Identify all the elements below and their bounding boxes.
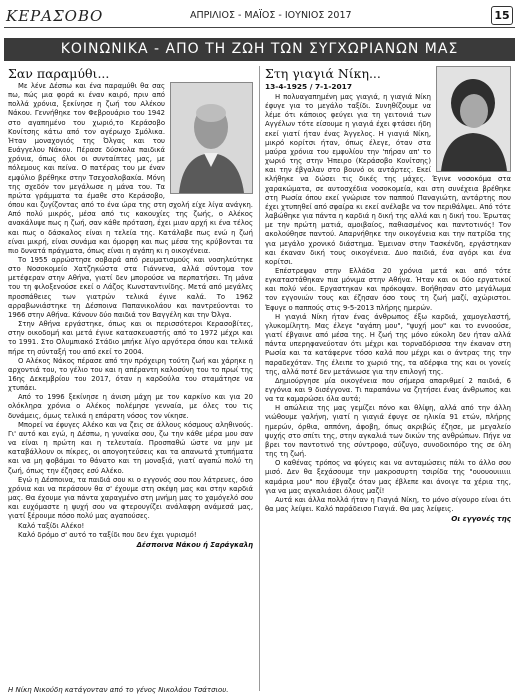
section-banner: ΚΟΙΝΩΝΙΚΑ - ΑΠΟ ΤΗ ΖΩΗ ΤΩΝ ΣΥΓΧΩΡΙΑΝΩΝ ΜΑΣ — [4, 38, 515, 61]
left-paragraph: Μπορεί να έφυγες Αλέκο και να ζεις σε άλλους κόσμους αληθινούς. Γι' αυτό και εγώ, η Δέσπω, η γυναίκα σου, ζω την κάθε μέρα μου σαν να είναι η πρώτη και η τελευταία. Προσπαθώ ώστε να μην με καταβάλλουν οι πίκρες, οι απογοητεύσεις και τα απανωτά χτυπήματα και να μη φοβάμαι το θάνατο και τη μοναξιά, γιατί αγαπώ πολύ τη ζωή, όπως την έζησες εσύ Αλέκο. — [8, 420, 253, 475]
column-divider — [259, 66, 260, 691]
page-header — [4, 4, 515, 26]
left-paragraph: Καλό ταξίδι Αλέκο! — [18, 521, 85, 530]
right-paragraph: Δημιούργησε μία οικογένεια που σήμερα απαριθμεί 2 παιδιά, 6 εγγόνια και 9 δισέγγονα. Τι παραπάνω να ζητήσει ένας άνθρωπος και να τα καμαρώσει όλα αυτά; — [265, 376, 511, 404]
right-paragraph: Αυτά και άλλα πολλά ήταν η Γιαγιά Νίκη, το μόνο σίγουρο είναι ότι θα μας λείψει. Καλό παράδεισο Γιαγιά. Θα μας λείψεις. — [265, 495, 511, 514]
right-paragraph: Επέστρεψαν στην Ελλάδα 20 χρόνια μετά και από τότε εγκαταστάθηκαν πια μόνιμα στην Αθήνα. Ήταν και οι δύο εργατικοί και πολύ νέοι. Εργαστηκαν και πρόκοψαν. Βοήθησαν στο μεγάλωμα τον εγγονιών τους και έζησαν όσο τους τη ζωή μαζί, αχώριστοι. Έφυγε ο παππούς στις 9-5-2013 πλήρης ημερών. — [265, 266, 511, 312]
page-number: 15 — [491, 6, 513, 25]
photo-caption: Η Νίκη Νικούδη κατάγονταν από το γένος Νικολάου Τσάτσιου. — [8, 686, 229, 694]
left-paragraph: Στην Αθήνα εργάστηκε, όπως και οι περισσότεροι Κερασοβίτες, στην οικοδομή και μετά έγινε κατασκευαστής από το 1972 μέχρι και το 1991. Στο Ολυμπιακό Στάδιο μπήκε λίγο αργότερα όπου και τελικά πήρε τη σύνταξή του από εκεί το 2004. — [8, 320, 253, 356]
left-paragraph: Με λένε Δέσπω και ένα παραμύθι θα σας πω, πώς μια φορά κι έναν καιρό, πριν από πολλά χρόνια, ξεκίνησε η ζωή του Αλέκου Νάκου. Γεννήθηκε τον Φεβρουάριο του 1942 στο αγαπημένο του χωριό,το Κεράσοβο Κονίτσης κάτω από τον αγέρωχο Σμόλικα. Ήταν μοναχογιός της Όλγας και του Ευάγγελου Νάκου. Πέρασε δύσκολα παιδικά χρόνια, όπως όλοι οι συνταίπτες μας, με πόλεμους και πείνα. Ο πατέρας του με έναν εμφύλιο βρέθηκε στην Τσεχοσλοβακία. Μόνη της σχεδόν τον μεγάλωσε η μάνα του. Τα πρώτα γράμματα τα έμαθε στο Κεράσοβο, όπου και ζυγίζοντας από το ένα ώρα της στη σχολή είχε λίγα ανάγκη. Από πολύ μικρός, μέσα από τις κακουχίες της ζωής, ο Αλέκος ανακάλυψε πως η ζωή, σαν κάθε πρόταση, έχει μιαν αρχή κι ένα τέλος και πως ο δάσκαλος είναι η τελεία της. Κατάλαβε πως ενώ η ζωή είναι μικρή, είναι συνάμα και όμορφη και πως μέσα της κρύβονται τα πιο δυνατά πράγματα, όπως είναι η αγάπη κι η οικογένεια. — [8, 82, 253, 255]
right-article-title: Στη γιαγιά Νίκη... — [265, 66, 381, 81]
lifespan-dates: 13-4-1925 / 7-1-2017 — [265, 82, 352, 91]
right-paragraph: Η απώλεια της μας γεμίζει πόνο και θλίψη, αλλά από την άλλη νιώθουμε γαλήνη, γιατί η γιαγιά έφυγε σε ηλικία 91 ετών, πλήρης ημερών, όρθια, αππόνη, άφοβη, όπως ακριβώς έζησε, με μεγαλείο ψυχής στο σπίτι της, στην αγκαλιά των δικών της ανθρώπων. Πήγε να βρει τον παντοτινό της σύντροφο, σύζυγο, συνοδοιπόρο της σε όλη της τη ζωή. — [265, 404, 511, 459]
right-article — [265, 66, 511, 694]
left-paragraph: Από το 1996 ξεκίνησε η άνιση μάχη με τον καρκίνο και για 20 ολόκληρα χρόνια ο Αλέκος πολέμησε γενναία, με όλες του τις δυνάμεις, όμως τελικά η επάρατη νόσος τον νίκησε. — [8, 393, 253, 420]
right-paragraph: Η πολυαγαπημένη μας γιαγιά, η γιαγιά Νίκη έφυγε για το μεγάλο ταξίδι. Συνηθίζουμε να λέμε ότι κάποιος φεύγει για τη γειτονιά των Αγγέλων τότε είσουμε η γιαγιά έχει φτάσει ήδη εκεί γιατί ήταν ένας Άγγελος. Η γιαγιά Νίκη, μικρό κορίτσι ήταν, όπως έλεγε, όταν στα μαύρα χρόνια του εμφυλίου την 'πήραν απ' το χωριό της στην Ήπειρο (Κεράσοβο Κονίτσης) και την έβγαλαν στο βουνό οι αντάρτες. Εκεί κλήθηκε να δώσει τις δικές της μάχες. Έγινε νοσοκόμα στα χαρακώματα, σε αυτοσχέδια νοσοκομεία, και στη συνέχεια βρέθηκε στη Ρωσία όπου εκεί γνώρισε τον παππού Παναγιώτη, αντάρτης που έχει χτυπηθεί από σφαίρα κι εκεί ανέλαβε να τον περιθάλψει. Από τότε λαβώθηκε για πάντα η καρδιά η δική της αλλά και η δική του. Έρωτας με την πρώτη ματιά, αμοιβαίος, παθιασμένος και παντοτινός! Τον ακολούθησε παντού. Απαρνήθηκε την οικογένεια και την πατρίδα της για μεγάλο χρονικό διάστημα. Έμειναν στην Τασκένδη, εργάστηκαν και έκαναν δική τους οικογένεια. Δυο παιδιά, ένα αγόρι και ένα κορίτσι. — [265, 93, 511, 266]
magazine-title: ΚΕΡΑΣΟΒΟ — [6, 7, 104, 25]
right-signature: Οι εγγονές της — [451, 514, 511, 524]
portrait-photo-woman — [436, 66, 511, 172]
issue-date: ΑΠΡΙΛΙΟΣ - ΜΑΪΟΣ - ΙΟΥΝΙΟΣ 2017 — [190, 10, 352, 21]
man-portrait-image — [171, 83, 252, 193]
left-paragraph: Εγώ η Δέσποινα, τα παιδιά σου κι ο εγγονός σου που λάτρευες, όσο χρόνια και να περάσουν θα σ' έχουμε στη σκέψη μας και στην καρδιά μας. Θα έχουμε για πάντα χαραγμένο στη μνήμη μας το χαμόγελό σου και ευχόμαστε η ψυχή σου να φτερουγίζει ανάλαφρη ανάμεσά μας, γιατί ξέρουμε πόσο πολύ μας αγαπούσες. — [8, 475, 253, 521]
right-paragraph: Η γιαγιά Νίκη ήταν ένας άνθρωπος έξω καρδιά, χαμογελαστή, γλυκομίλητη. Μας έλεγε "αγάπη μου", "ψυχή μου" και το εννοούσε, γιατί έβγαινε από μέσα της. Η ζωή της μόνο εύκολη δεν ήταν αλλά πάντα υπερηφανεύοταν ότι μέχρι και τορναδόρισσα την έκαναν στη Ρωσία και τα κατάφερνε τόσο καλά που μέχρι και ο άντρας της την παραδεχόταν. Της έλειπε το χωριό της, τα αδέρφια της και οι γονείς της, αλλά ποτέ δεν μετάνιωσε για την επιλογή της. — [265, 312, 511, 376]
left-paragraph: Ο Αλέκος Νάκος πέρασε από την πρόχειρη τούτη ζωή και χάρηκε η αρχοντιά του, το γέλιο του και η απέραντη καλοσύνη του το πρωί της 16ης Δεκεμβρίου του 2017, όταν η καρδούλα του σταμάτησε να χτυπάει. — [8, 356, 253, 393]
left-paragraph: Καλό δρόμο σ' αυτό το ταξίδι που δεν έχει γυρισμό! — [18, 530, 197, 539]
portrait-photo-man — [170, 82, 253, 194]
header-rule — [4, 27, 515, 28]
right-paragraph: Ο καθένας τρόπος να φύγεις και να ανταμώσεις πάλι το άλλο σου μισό. Δεν θα ξεχάσουμε την μακροσυρτη τσιρίδα της "ουουουιιιιιι καμάρια μου" που έβγαζε όταν μας έβλεπε και άνοιγε τα χέρια της, για να μας αγκαλιάσει όλους μαζί! — [265, 459, 511, 495]
left-article-title: Σαν παραμύθι... — [8, 66, 110, 81]
left-article — [8, 66, 253, 694]
left-paragraph: Το 1955 αρρώστησε σοβαρά από ρευματισμούς και νοσηλεύτηκε στο Νοσοκομείο Χατζηκώστα στα Γιάννενα, αλλά σύντομα τον μετέφεραν στην Αθήνα, γιατί δεν μπορούσε να περπατήσει. Τη μάνα του τη φιλοξενούσε εκεί ο Λάζος Κωνσταντινίδης. Μετά από μεγάλες προσπάθειες των γιατρών τελικά έγινε καλά. Το 1962 αρραβωνιάστηκε τη Δέσποινα Παπανικολάου και παντρεύονται το 1966 στην Αθήνα. Κάνουν δύο παιδιά τον Βαγγέλη και την Όλγα. — [8, 255, 253, 319]
woman-portrait-image — [437, 67, 510, 171]
left-signature: Δέσποινα Νάκου ή Σαράγκαλη — [136, 540, 253, 549]
